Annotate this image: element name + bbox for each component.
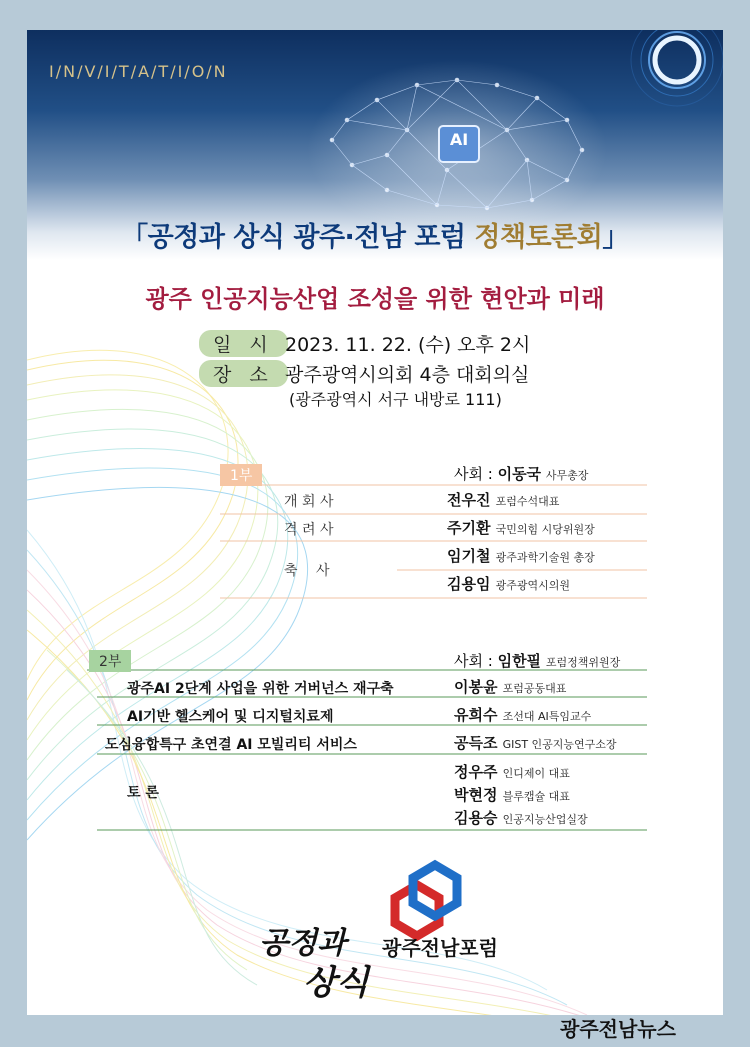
part2-host-role: 포럼정책위원장 [545,656,621,669]
presenter-role: GIST 인공지능연구소장 [502,738,617,751]
presenter-3 [454,732,617,753]
presenter-1 [454,676,566,697]
logo-calligraphy-2: 상식 [303,963,369,1003]
part1-row-congratulation-2 [447,573,570,594]
decorative-graphics [27,30,723,1015]
date-value: 2023. 11. 22. (수) 오후 2시 [285,334,531,356]
title-close-bracket: 」 [602,222,629,253]
topic-2: AI기반 헬스케어 및 디지털치료제 [127,709,334,725]
part1-host-label: 사회 : [454,465,498,483]
speaker-name: 주기환 [447,519,491,537]
part2-badge: 2부 [89,650,131,672]
presenter-2 [454,704,591,725]
logo-calligraphy-1: 공정과 [259,926,346,961]
part2-host [454,650,620,671]
presenter-role: 조선대 AI특임교수 [502,710,592,723]
speaker-name: 전우진 [447,491,491,509]
panelist-1 [454,761,570,782]
panelist-role: 블루캡슐 대표 [502,790,570,803]
address: (광주광역시 서구 내방로 111) [289,390,502,409]
title-highlight: 정책토론회 [474,222,603,253]
date-label: 일 시 [199,330,288,357]
ai-chip-label: AI [449,130,469,149]
part2-host-label: 사회 : [454,652,498,670]
panelist-role: 인디제이 대표 [502,767,570,780]
panelist-2 [454,784,570,805]
panelist-role: 인공지능산업실장 [502,813,588,826]
part1-host-role: 사무총장 [545,469,589,482]
title-main: 공정과 상식 광주·전남 포럼 [147,222,475,253]
forum-name: 광주전남포럼 [382,936,498,960]
panelist-3 [454,807,588,828]
part1-row-encouragement [447,517,595,538]
invitation-label: I/N/V/I/T/A/T/I/O/N [49,62,228,81]
forum-hex-logo [395,865,457,936]
part1-badge: 1부 [220,464,262,486]
page-title [27,215,723,254]
panelist-name: 정우주 [454,763,498,781]
panelist-name: 김용승 [454,809,498,827]
part1-item-opening: 개 회 사 [284,494,334,510]
place-label: 장 소 [199,360,288,387]
part1-item-encouragement: 격 려 사 [284,522,334,538]
page-subtitle: 광주 인공지능산업 조성을 위한 현안과 미래 [145,284,605,313]
footer-brand: 광주전남뉴스 [560,1017,676,1041]
part1-row-congratulation-1 [447,545,595,566]
speaker-role: 포럼수석대표 [495,495,560,508]
speaker-name: 김용임 [447,575,491,593]
discussion-label: 토 론 [127,785,159,801]
part1-host [454,463,588,484]
title-open-bracket: 「 [121,222,148,253]
part1-host-name: 이동국 [497,465,542,483]
speaker-role: 광주과학기술원 총장 [495,551,595,564]
presenter-name: 공득조 [454,734,498,752]
speaker-role: 광주광역시의원 [495,579,570,592]
speaker-role: 국민의힘 시당위원장 [495,523,595,536]
presenter-role: 포럼공동대표 [502,682,567,695]
part1-item-congratulation: 축 사 [284,563,330,579]
topic-3: 도심융합특구 초연결 AI 모빌리티 서비스 [105,737,357,753]
presenter-name: 유희수 [454,706,498,724]
invitation-card [27,30,723,1015]
speaker-name: 임기철 [447,547,491,565]
part2-host-name: 임한필 [497,652,542,670]
place-value: 광주광역시의회 4층 대회의실 [285,364,530,386]
part1-row-opening [447,489,559,510]
presenter-name: 이봉윤 [454,678,498,696]
panelist-name: 박현정 [454,786,498,804]
ring-icon [631,30,723,106]
topic-1: 광주AI 2단계 사업을 위한 거버넌스 재구축 [127,681,394,697]
